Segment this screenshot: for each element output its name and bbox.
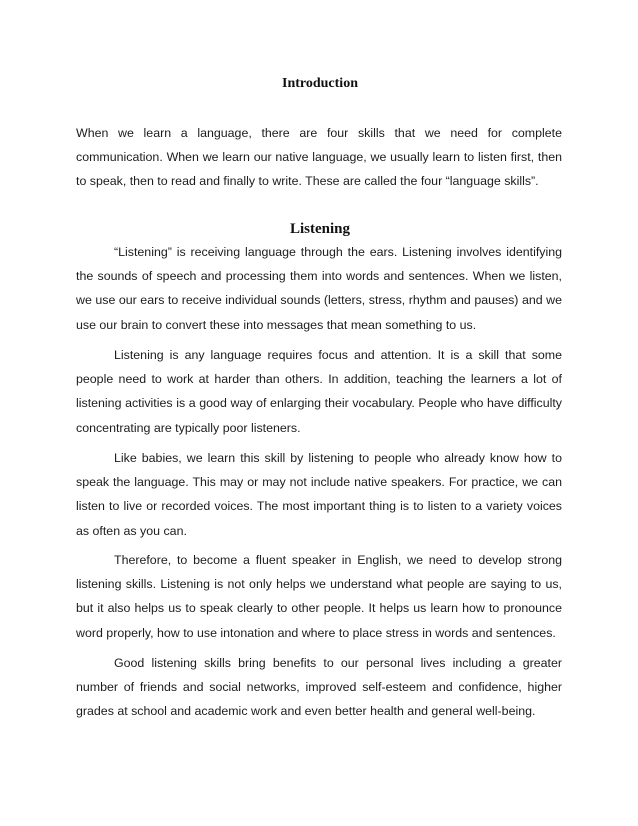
listening-paragraph: Therefore, to become a fluent speaker in English, we need to develop strong listening skills. Listening is not only helps we understand what people are saying to us, but it also helps us to speak clearly to other people. It helps us learn how to pronounce word properly, how to use intonation and where to place stress in words and sentences.: [76, 553, 562, 640]
listening-paragraph: Like babies, we learn this skill by listening to people who already know how to speak the language. This may or may not include native speakers. For practice, we can listen to live or recorded voices. The most important thing is to listen to a variety voices as often as you can.: [76, 451, 562, 538]
listening-paragraph: Listening is any language requires focus and attention. It is a skill that some people need to work at harder than others. In addition, teaching the learners a lot of listening activities is a good way of enlarging their vocabulary. People who have difficulty concentrating are typically poor listeners.: [76, 348, 562, 435]
intro-paragraph: When we learn a language, there are four skills that we need for complete communication. When we learn our native language, we usually learn to listen first, then to speak, then to read and finally to write. These are called the four “language skills”.: [76, 126, 562, 189]
listening-paragraph: “Listening” is receiving language through the ears. Listening involves identifying the sounds of speech and processing them into words and sentences. When we listen, we use our ears to receive individual sounds (letters, stress, rhythm and pauses) and we use our brain to convert these into messages that mean something to us.: [76, 245, 562, 332]
listening-heading: Listening: [289, 221, 350, 237]
intro-heading: Introduction: [282, 76, 358, 91]
listening-paragraph: Good listening skills bring benefits to our personal lives including a greater number of friends and social networks, improved self-esteem and confidence, higher grades at school and academic work and even better health and general well-being.: [76, 656, 562, 719]
